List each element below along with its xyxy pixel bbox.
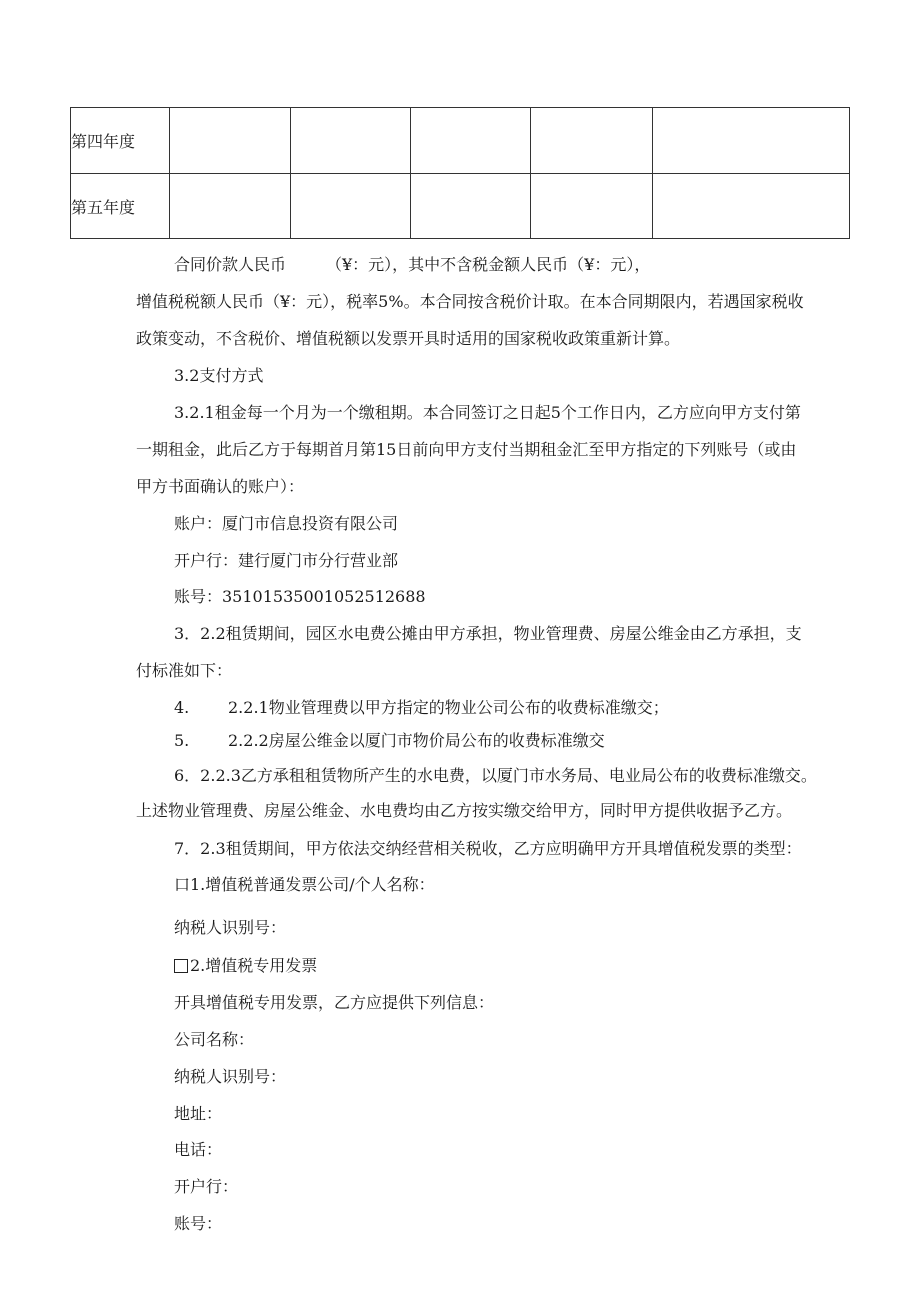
row-label-year5: 第五年度 [71,174,170,239]
bank-label: 开户行： [174,1177,239,1196]
property-fee-item: 2.2.1物业管理费以甲方指定的物业公司公布的收费标准缴交； [228,698,669,717]
account-number-label: 账号： [174,1214,223,1233]
account-number: 账号：35101535001052512688 [174,587,426,606]
account-confirm-line: 甲方书面确认的账户）： [136,477,305,496]
special-invoice-option [174,958,317,974]
row-label-year4: 第四年度 [71,108,170,174]
table-cell [291,174,411,239]
fee-table [70,107,850,239]
table-cell [170,108,291,174]
utility-fee-item: 6．2.2.3乙方承租租赁物所产生的水电费，以厦门市水务局、电业局公布的收费标准缴交。 [174,766,817,785]
vat-amount-line: 增值税税额人民币（¥：元），税率5%。本合同按含税价计取。在本合同期限内，若遇国家税收 [136,292,804,311]
rent-payment-line: 一期租金，此后乙方于每期首月第15日前向甲方支付当期租金汇至甲方指定的下列账号（或由 [136,440,797,459]
table-cell [653,108,850,174]
special-invoice-label: 2.增值税专用发票 [190,956,318,975]
maintenance-fund-item: 2.2.2房屋公维金以厦门市物价局公布的收费标准缴交 [228,731,605,750]
table-row [71,174,850,239]
policy-change-line: 政策变动，不含税价、增值税额以发票开具时适用的国家税收政策重新计算。 [136,329,681,348]
address-label: 地址： [174,1104,223,1123]
account-name: 账户：厦门市信息投资有限公司 [174,514,399,533]
table-cell [531,174,653,239]
list-number: 5. [174,731,190,750]
general-invoice-option: 口1.增值税普通发票公司/个人名称： [174,875,435,894]
table-cell [653,174,850,239]
section-heading-payment: 3.2支付方式 [174,366,264,385]
phone-label: 电话： [174,1140,223,1159]
table-cell [411,108,531,174]
table-cell [411,174,531,239]
bank-name: 开户行：建行厦门市分行营业部 [174,551,399,570]
contract-price-line: 合同价款人民币 （¥：元），其中不含税金额人民币（¥：元）， [174,255,651,274]
fees-clause-line: 3．2.2租赁期间，园区水电费公摊由甲方承担，物业管理费、房屋公维金由乙方承担，支 [174,624,802,643]
taxpayer-id-label-2: 纳税人识别号： [174,1067,287,1086]
company-name-label: 公司名称： [174,1030,255,1049]
list-number: 4. [174,698,190,717]
fees-summary-line: 上述物业管理费、房屋公维金、水电费均由乙方按实缴交给甲方，同时甲方提供收据予乙方。 [136,801,793,820]
table-cell [170,174,291,239]
table-cell [291,108,411,174]
rent-period-line: 3.2.1租金每一个月为一个缴租期。本合同签订之日起5个工作日内，乙方应向甲方支付第 [174,403,801,422]
table-cell [531,108,653,174]
special-invoice-info-line: 开具增值税专用发票，乙方应提供下列信息： [174,993,495,1012]
table-row [71,108,850,174]
checkbox-icon [174,959,188,973]
fees-standard-line: 付标准如下： [136,661,233,680]
taxpayer-id-label: 纳税人识别号： [174,918,287,937]
invoice-type-line: 7．2.3租赁期间，甲方依法交纳经营相关税收，乙方应明确甲方开具增值税发票的类型： [174,839,802,858]
